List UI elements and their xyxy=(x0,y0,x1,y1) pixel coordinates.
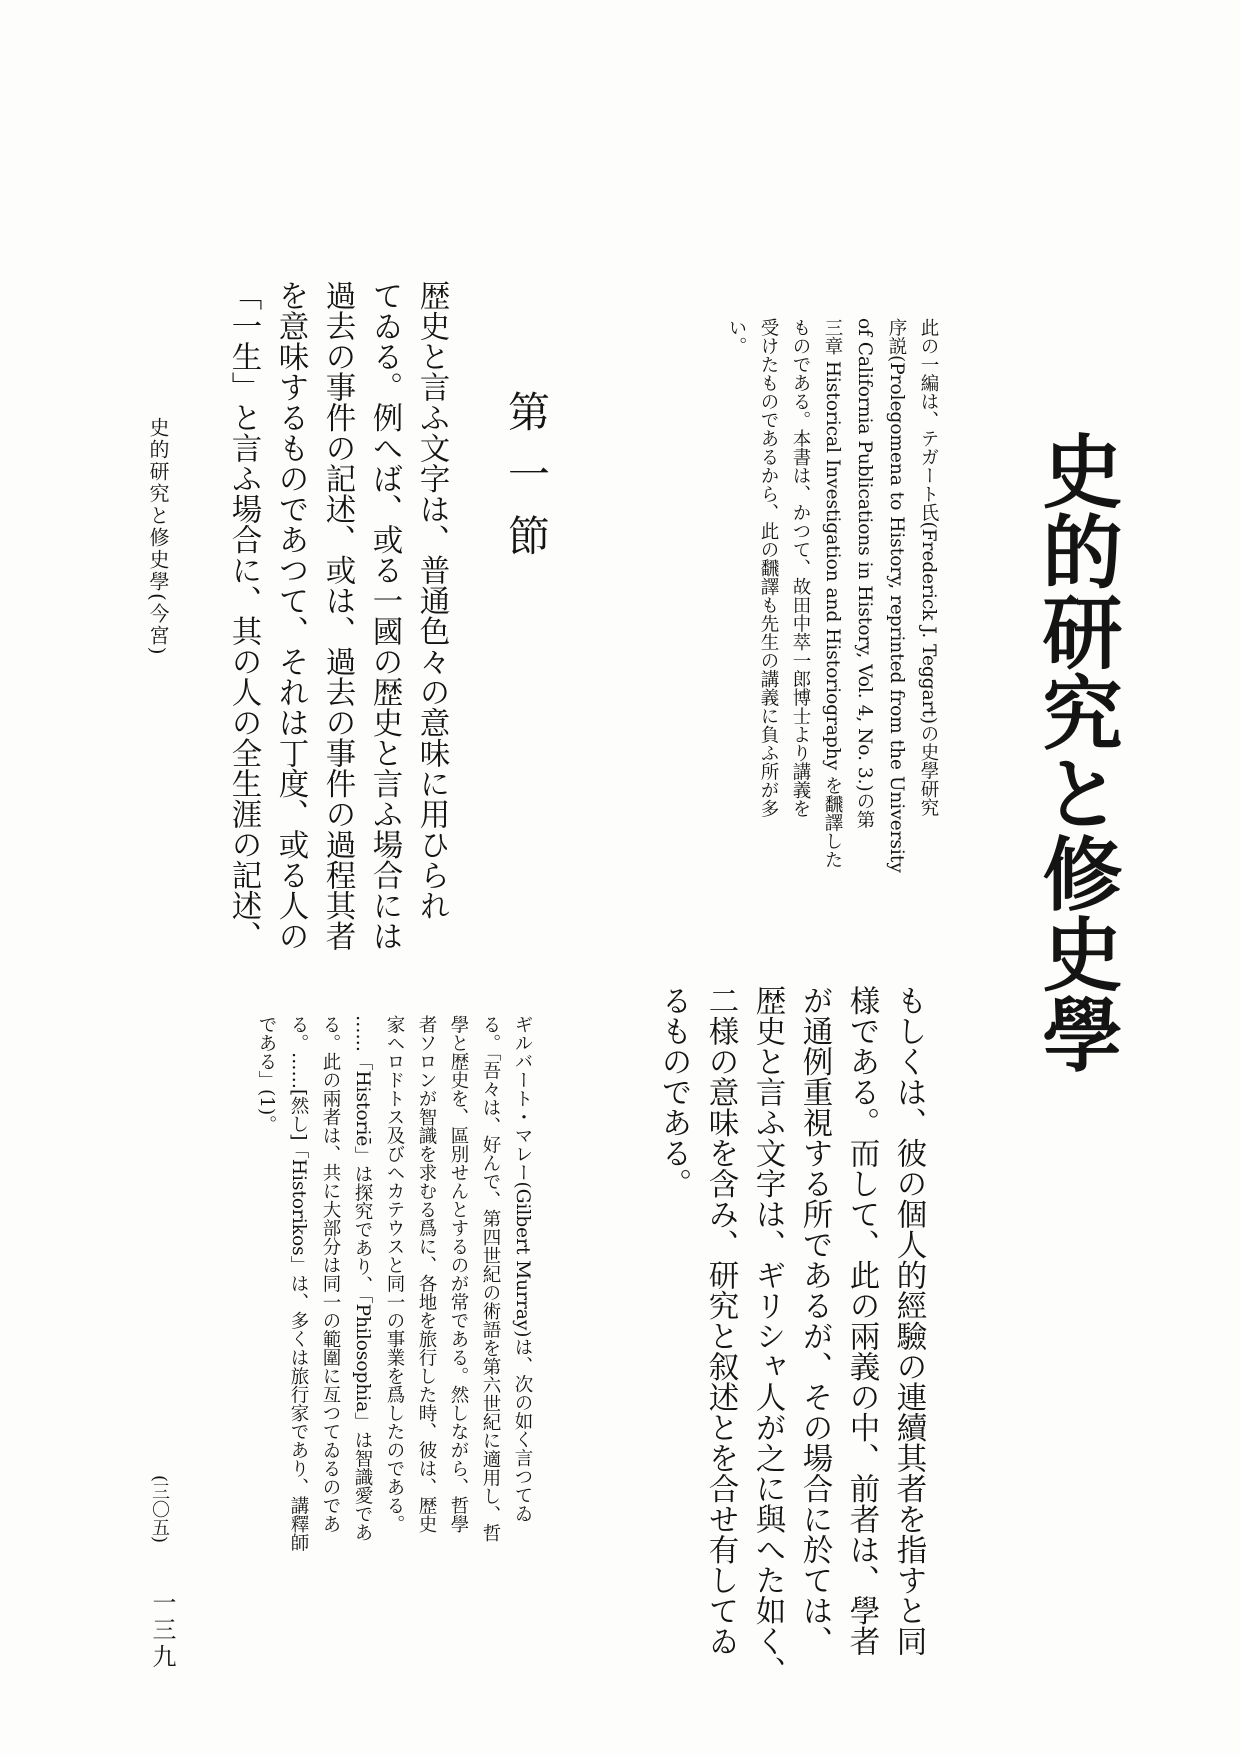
quote-line: る。「吾々は、好んで、第四世紀の術語を第六世紀に適用し、哲 xyxy=(480,1015,501,1543)
note-line: of California Publications in History, Vol. 4, No. 3.)の第 xyxy=(854,318,875,829)
body-line: 二様の意味を含み、研究と叙述とを合せ有してゐ xyxy=(703,985,738,1656)
body-paragraph-top xyxy=(220,280,455,951)
quote-line: ギルバート・マレー(Gilbert Murray)は、次の如く言つてゐ xyxy=(512,1015,533,1523)
article-title: 史的研究と修史學 xyxy=(1029,430,1123,1074)
quote-line: 學と歴史を、區別せんとするのが常である。然しながら、哲學 xyxy=(448,1015,469,1533)
body-line: もしくは、彼の個人的經驗の連續其者を指すと同 xyxy=(891,985,926,1656)
body-line: 「一生」と言ふ場合に、其の人の全生涯の記述、 xyxy=(226,280,261,951)
body-paragraph-bottom xyxy=(650,985,932,1687)
note-line: 三章 Historical Investigation and Historiography を飜譯した xyxy=(822,318,843,869)
translator-note xyxy=(720,318,944,940)
body-line: 歴史と言ふ文字は、ギリシャ人が之に與へた如く、 xyxy=(750,985,785,1687)
body-line: るものである。 xyxy=(656,985,691,1199)
note-line: 序説(Prolegomena to History, reprinted from the University xyxy=(886,318,907,873)
body-line: 様である。而して、此の兩義の中、前者は、學者 xyxy=(844,985,879,1656)
body-line: 過去の事件の記述、或は、過去の事件の過程其者 xyxy=(320,280,355,951)
page-number: 一三九 xyxy=(148,1590,176,1671)
note-line: い。 xyxy=(726,318,747,355)
body-line: が通例重視する所であるが、その場合に於ては、 xyxy=(797,985,832,1656)
note-line: ものである。本書は、かつて、故田中萃一郎博士より講義を xyxy=(790,318,811,818)
quote-line: る。……[然し]「Historikos」は、多くは旅行家であり、講釋師 xyxy=(288,1015,309,1552)
page-reference: (三〇五) xyxy=(149,1475,170,1544)
section-heading: 第一節 xyxy=(502,390,551,576)
quote-line: る。此の兩者は、共に大部分は同一の範圍に亙つてゐるのであ xyxy=(320,1015,341,1533)
quotation-block xyxy=(250,1015,538,1615)
note-line: 此の一編は、テガート氏(Frederick J. Teggart)の史學研究 xyxy=(918,318,939,817)
quote-line: ……「Historiē」は探究であり、「Philosophia」は智識愛であ xyxy=(352,1015,373,1542)
running-header: 史的研究と修史學(今宮) xyxy=(146,417,170,657)
quote-line: 家ヘロドトス及びヘカテウスと同一の事業を爲したのである。 xyxy=(384,1015,405,1533)
quote-line: である」(1)。 xyxy=(256,1015,277,1134)
body-line: てゐる。例へば、或る一國の歴史と言ふ場合には xyxy=(367,280,402,951)
body-line: 歴史と言ふ文字は、普通色々の意味に用ひられ xyxy=(414,280,449,921)
body-line: を意味するものであつて、それは丁度、或る人の xyxy=(273,280,308,951)
quote-line: 者ソロンが智識を求むる爲に、各地を旅行した時、彼は、歴史 xyxy=(416,1015,437,1533)
note-line: 受けたものであるから、此の飜譯も先生の講義に負ふ所が多 xyxy=(758,318,779,818)
